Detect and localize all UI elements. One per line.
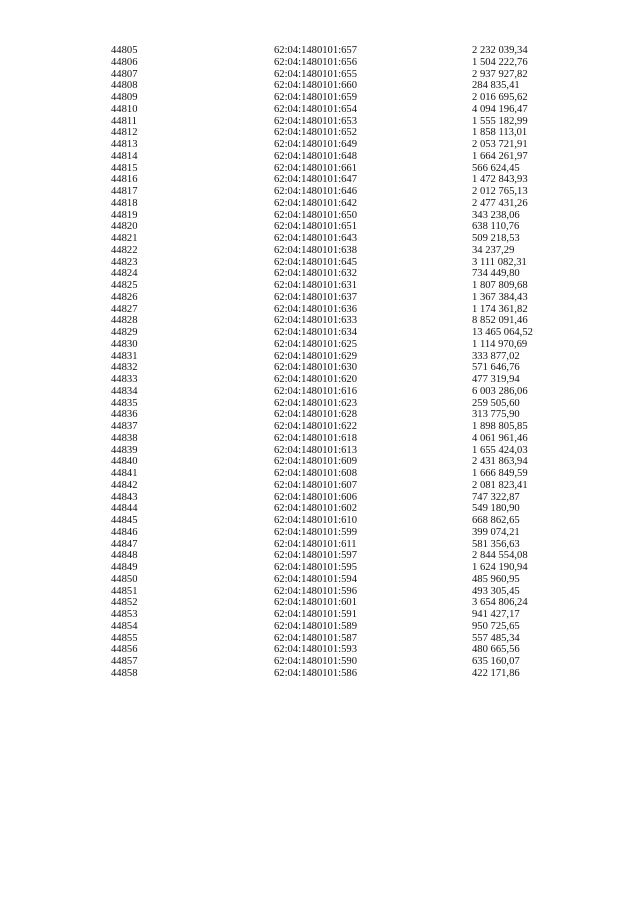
value-cell: 493 305,45 (472, 585, 520, 597)
row-number-cell: 44809 (111, 92, 138, 103)
cadastral-number-cell: 62:04:1480101:587 (274, 632, 357, 644)
cadastral-number-cell: 62:04:1480101:636 (274, 303, 357, 315)
value-cell: 1 666 849,59 (472, 468, 528, 479)
table-row (111, 550, 571, 562)
value-cell: 2 477 431,26 (472, 197, 528, 209)
value-cell: 333 877,02 (472, 350, 520, 362)
row-number-cell: 44812 (111, 127, 138, 139)
value-cell: 1 655 424,03 (472, 444, 528, 456)
table-row (111, 116, 571, 128)
row-number-cell: 44827 (111, 303, 138, 315)
row-number-cell: 44810 (111, 103, 138, 115)
row-number-cell: 44854 (111, 620, 138, 632)
cadastral-number-cell: 62:04:1480101:602 (274, 503, 357, 515)
table-row (111, 268, 571, 280)
value-cell: 2 431 863,94 (472, 456, 528, 468)
row-number-cell: 44833 (111, 374, 138, 385)
value-cell: 747 322,87 (472, 491, 520, 503)
row-number-cell: 44808 (111, 80, 138, 92)
row-number-cell: 44851 (111, 585, 138, 597)
cadastral-number-cell: 62:04:1480101:613 (274, 444, 357, 456)
row-number-cell: 44817 (111, 186, 138, 197)
table-row (111, 362, 571, 374)
cadastral-number-cell: 62:04:1480101:622 (274, 421, 357, 432)
table-row (111, 139, 571, 151)
value-cell: 3 654 806,24 (472, 597, 528, 609)
table-row (111, 163, 571, 175)
row-number-cell: 44819 (111, 209, 138, 221)
value-cell: 581 356,63 (472, 538, 520, 550)
row-number-cell: 44828 (111, 315, 138, 327)
cadastral-number-cell: 62:04:1480101:596 (274, 585, 357, 597)
table-row (111, 315, 571, 327)
row-number-cell: 44843 (111, 491, 138, 503)
value-cell: 1 504 222,76 (472, 56, 528, 68)
cadastral-number-cell: 62:04:1480101:586 (274, 667, 357, 679)
row-number-cell: 44831 (111, 350, 138, 362)
table-row (111, 562, 571, 574)
value-cell: 566 624,45 (472, 162, 520, 174)
value-cell: 284 835,41 (472, 80, 520, 92)
row-number-cell: 44844 (111, 503, 138, 515)
table-row (111, 351, 571, 363)
value-cell: 571 646,76 (472, 362, 520, 374)
cadastral-number-cell: 62:04:1480101:652 (274, 127, 357, 139)
table-row (111, 668, 571, 680)
row-number-cell: 44826 (111, 291, 138, 303)
row-number-cell: 44836 (111, 409, 138, 421)
row-number-cell: 44846 (111, 526, 138, 538)
table-row (111, 633, 571, 645)
cadastral-number-cell: 62:04:1480101:647 (274, 174, 357, 186)
table-row (111, 597, 571, 609)
cadastral-number-cell: 62:04:1480101:609 (274, 456, 357, 468)
table-row (111, 609, 571, 621)
cadastral-number-cell: 62:04:1480101:608 (274, 468, 357, 479)
cadastral-number-cell: 62:04:1480101:646 (274, 186, 357, 197)
cadastral-number-cell: 62:04:1480101:591 (274, 609, 357, 620)
cadastral-number-cell: 62:04:1480101:601 (274, 597, 357, 609)
value-cell: 1 664 261,97 (472, 150, 528, 162)
value-cell: 1 367 384,43 (472, 291, 528, 303)
row-number-cell: 44829 (111, 327, 138, 338)
table-row (111, 174, 571, 186)
value-cell: 3 111 082,31 (472, 256, 527, 268)
value-cell: 2 081 823,41 (472, 479, 528, 491)
cadastral-number-cell: 62:04:1480101:650 (274, 209, 357, 221)
table-row (111, 80, 571, 92)
value-cell: 13 465 064,52 (472, 327, 533, 338)
value-cell: 635 160,07 (472, 656, 520, 667)
value-cell: 549 180,90 (472, 503, 520, 515)
row-number-cell: 44811 (111, 115, 138, 127)
value-cell: 4 094 196,47 (472, 103, 528, 115)
table-row (111, 398, 571, 410)
cadastral-number-cell: 62:04:1480101:625 (274, 338, 357, 350)
value-cell: 950 725,65 (472, 620, 520, 632)
value-cell: 2 053 721,91 (472, 139, 528, 150)
cadastral-number-cell: 62:04:1480101:654 (274, 103, 357, 115)
cadastral-number-cell: 62:04:1480101:642 (274, 197, 357, 209)
table-row (111, 456, 571, 468)
row-number-cell: 44858 (111, 667, 138, 679)
table-row (111, 127, 571, 139)
row-number-cell: 44848 (111, 550, 138, 562)
table-row (111, 586, 571, 598)
table-row (111, 386, 571, 398)
table-row (111, 327, 571, 339)
cadastral-number-cell: 62:04:1480101:638 (274, 244, 357, 256)
cadastral-number-cell: 62:04:1480101:595 (274, 562, 357, 573)
cadastral-number-cell: 62:04:1480101:661 (274, 162, 357, 174)
table-row (111, 210, 571, 222)
cadastral-number-cell: 62:04:1480101:620 (274, 374, 357, 385)
value-cell: 2 937 927,82 (472, 68, 528, 80)
table-row (111, 292, 571, 304)
cadastral-number-cell: 62:04:1480101:633 (274, 315, 357, 327)
value-cell: 4 061 961,46 (472, 432, 528, 444)
value-cell: 509 218,53 (472, 233, 520, 244)
value-cell: 1 624 190,94 (472, 562, 528, 573)
table-row (111, 339, 571, 351)
cadastral-number-cell: 62:04:1480101:618 (274, 432, 357, 444)
cadastral-number-cell: 62:04:1480101:628 (274, 409, 357, 421)
value-cell: 1 898 805,85 (472, 421, 528, 432)
cadastral-number-cell: 62:04:1480101:653 (274, 115, 357, 127)
table-row (111, 445, 571, 457)
table-row (111, 539, 571, 551)
value-cell: 1 858 113,01 (472, 127, 528, 139)
value-cell: 399 074,21 (472, 526, 520, 538)
cadastral-number-cell: 62:04:1480101:657 (274, 45, 357, 56)
row-number-cell: 44856 (111, 644, 138, 656)
row-number-cell: 44825 (111, 280, 138, 291)
value-cell: 668 862,65 (472, 515, 520, 526)
row-number-cell: 44852 (111, 597, 138, 609)
table-row (111, 233, 571, 245)
value-cell: 557 485,34 (472, 632, 520, 644)
cadastral-number-cell: 62:04:1480101:607 (274, 479, 357, 491)
value-cell: 1 114 970,69 (472, 338, 528, 350)
table-row (111, 480, 571, 492)
table-row (111, 304, 571, 316)
table-row (111, 69, 571, 81)
cadastral-number-cell: 62:04:1480101:611 (274, 538, 357, 550)
value-cell: 477 319,94 (472, 374, 520, 385)
value-cell: 259 505,60 (472, 397, 520, 409)
cadastral-number-cell: 62:04:1480101:643 (274, 233, 357, 244)
value-cell: 1 472 843,93 (472, 174, 528, 186)
cadastral-number-cell: 62:04:1480101:632 (274, 268, 357, 280)
row-number-cell: 44820 (111, 221, 138, 233)
cadastral-number-cell: 62:04:1480101:656 (274, 56, 357, 68)
table-row (111, 409, 571, 421)
row-number-cell: 44822 (111, 244, 138, 256)
table-row (111, 527, 571, 539)
cadastral-number-cell: 62:04:1480101:630 (274, 362, 357, 374)
value-cell: 6 003 286,06 (472, 385, 528, 397)
cadastral-number-cell: 62:04:1480101:590 (274, 656, 357, 667)
table-row (111, 198, 571, 210)
table-row (111, 433, 571, 445)
row-number-cell: 44847 (111, 538, 138, 550)
table-row (111, 374, 571, 386)
cadastral-number-cell: 62:04:1480101:597 (274, 550, 357, 562)
row-number-cell: 44816 (111, 174, 138, 186)
cadastral-number-cell: 62:04:1480101:659 (274, 92, 357, 103)
value-cell: 8 852 091,46 (472, 315, 528, 327)
row-number-cell: 44818 (111, 197, 138, 209)
cadastral-number-cell: 62:04:1480101:616 (274, 385, 357, 397)
value-cell: 941 427,17 (472, 609, 520, 620)
row-number-cell: 44837 (111, 421, 138, 432)
row-number-cell: 44824 (111, 268, 138, 280)
row-number-cell: 44821 (111, 233, 138, 244)
table-row (111, 280, 571, 292)
value-cell: 480 665,56 (472, 644, 520, 656)
cadastral-number-cell: 62:04:1480101:651 (274, 221, 357, 233)
row-number-cell: 44840 (111, 456, 138, 468)
cadastral-number-cell: 62:04:1480101:655 (274, 68, 357, 80)
value-cell: 34 237,29 (472, 244, 515, 256)
table-row (111, 221, 571, 233)
cadastral-number-cell: 62:04:1480101:594 (274, 573, 357, 585)
value-cell: 1 555 182,99 (472, 115, 528, 127)
table-row (111, 656, 571, 668)
cadastral-number-cell: 62:04:1480101:649 (274, 139, 357, 150)
cadastral-number-cell: 62:04:1480101:631 (274, 280, 357, 291)
value-cell: 343 238,06 (472, 209, 520, 221)
row-number-cell: 44841 (111, 468, 138, 479)
cadastral-number-cell: 62:04:1480101:599 (274, 526, 357, 538)
row-number-cell: 44813 (111, 139, 138, 150)
cadastral-number-cell: 62:04:1480101:623 (274, 397, 357, 409)
value-cell: 2 016 695,62 (472, 92, 528, 103)
table-row (111, 151, 571, 163)
row-number-cell: 44850 (111, 573, 138, 585)
table-row (111, 468, 571, 480)
cadastral-number-cell: 62:04:1480101:637 (274, 291, 357, 303)
row-number-cell: 44830 (111, 338, 138, 350)
cadastral-value-table (111, 45, 571, 680)
table-row (111, 574, 571, 586)
value-cell: 2 232 039,34 (472, 45, 528, 56)
row-number-cell: 44845 (111, 515, 138, 526)
row-number-cell: 44855 (111, 632, 138, 644)
table-row (111, 644, 571, 656)
table-row (111, 245, 571, 257)
row-number-cell: 44849 (111, 562, 138, 573)
table-row (111, 45, 571, 57)
cadastral-number-cell: 62:04:1480101:589 (274, 620, 357, 632)
row-number-cell: 44835 (111, 397, 138, 409)
row-number-cell: 44838 (111, 432, 138, 444)
table-row (111, 621, 571, 633)
value-cell: 313 775,90 (472, 409, 520, 421)
row-number-cell: 44832 (111, 362, 138, 374)
cadastral-number-cell: 62:04:1480101:606 (274, 491, 357, 503)
row-number-cell: 44823 (111, 256, 138, 268)
table-row (111, 104, 571, 116)
value-cell: 2 844 554,08 (472, 550, 528, 562)
value-cell: 1 807 809,68 (472, 280, 528, 291)
cadastral-number-cell: 62:04:1480101:610 (274, 515, 357, 526)
table-row (111, 186, 571, 198)
row-number-cell: 44807 (111, 68, 138, 80)
row-number-cell: 44834 (111, 385, 138, 397)
value-cell: 1 174 361,82 (472, 303, 528, 315)
value-cell: 422 171,86 (472, 667, 520, 679)
value-cell: 638 110,76 (472, 221, 520, 233)
table-row (111, 257, 571, 269)
cadastral-number-cell: 62:04:1480101:660 (274, 80, 357, 92)
value-cell: 734 449,80 (472, 268, 520, 280)
table-row (111, 57, 571, 69)
table-row (111, 92, 571, 104)
cadastral-number-cell: 62:04:1480101:634 (274, 327, 357, 338)
row-number-cell: 44842 (111, 479, 138, 491)
row-number-cell: 44815 (111, 162, 138, 174)
row-number-cell: 44814 (111, 150, 138, 162)
cadastral-number-cell: 62:04:1480101:645 (274, 256, 357, 268)
value-cell: 2 012 765,13 (472, 186, 528, 197)
row-number-cell: 44806 (111, 56, 138, 68)
cadastral-number-cell: 62:04:1480101:648 (274, 150, 357, 162)
row-number-cell: 44805 (111, 45, 138, 56)
cadastral-number-cell: 62:04:1480101:629 (274, 350, 357, 362)
table-row (111, 421, 571, 433)
row-number-cell: 44857 (111, 656, 138, 667)
table-row (111, 503, 571, 515)
value-cell: 485 960,95 (472, 573, 520, 585)
table-row (111, 492, 571, 504)
cadastral-number-cell: 62:04:1480101:593 (274, 644, 357, 656)
row-number-cell: 44853 (111, 609, 138, 620)
table-row (111, 515, 571, 527)
row-number-cell: 44839 (111, 444, 138, 456)
